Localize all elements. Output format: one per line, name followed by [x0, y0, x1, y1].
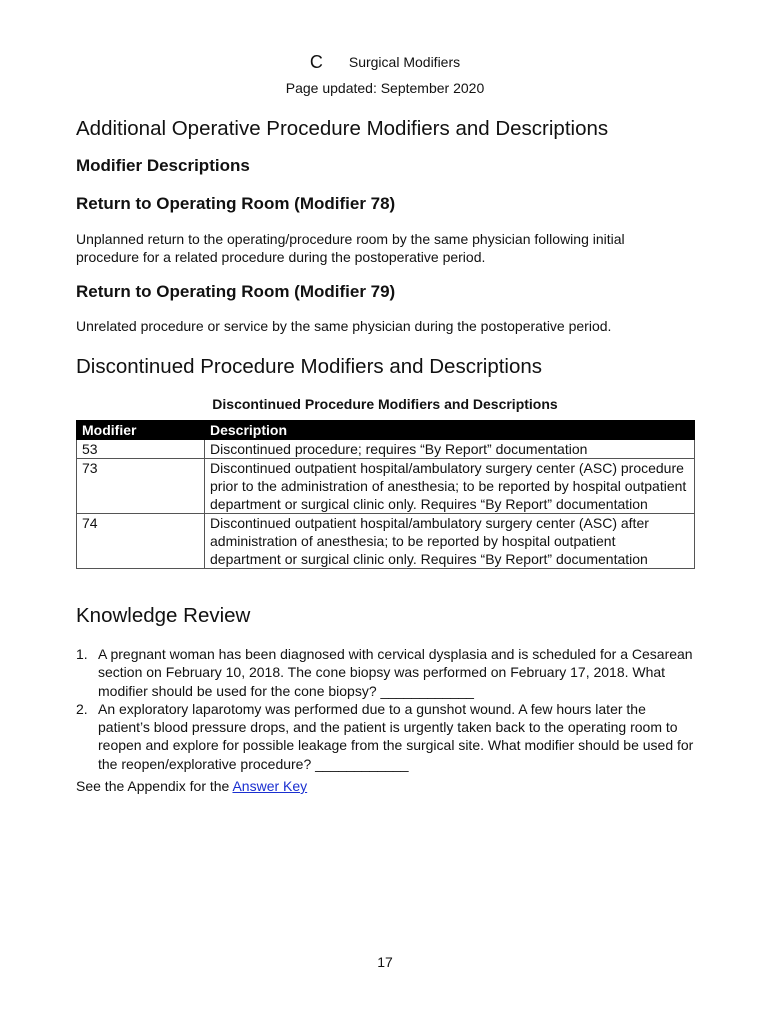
table-row — [77, 459, 695, 514]
subheading-modifier-descriptions: Modifier Descriptions — [76, 156, 250, 175]
column-header-description: Description — [205, 421, 695, 440]
question-number: 1. — [76, 646, 88, 662]
knowledge-review-questions — [76, 645, 696, 773]
table-caption: Discontinued Procedure Modifiers and Descriptions — [212, 396, 558, 412]
modifier-cell: 53 — [77, 440, 205, 459]
description-cell: Discontinued outpatient hospital/ambulatory surgery center (ASC) after administration of anesthesia; to be reported by hospital outpatient department or surgical clinic only. Requires “By Report” documentation — [205, 514, 695, 569]
modifier-cell: 73 — [77, 459, 205, 514]
table-header-row — [77, 421, 695, 440]
heading-modifier-78: Return to Operating Room (Modifier 78) — [76, 194, 396, 213]
table-row — [77, 440, 695, 459]
list-item — [76, 700, 696, 773]
question-text: A pregnant woman has been diagnosed with cervical dysplasia and is scheduled for a Cesarean section on February 10, 2018. The cone biopsy was performed on February 17, 2018. What modifier should be used for the cone biopsy? ____________ — [98, 646, 693, 699]
discontinued-modifiers-table — [76, 420, 695, 569]
appendix-letter: C — [309, 52, 323, 72]
text-modifier-78: Unplanned return to the operating/procedure room by the same physician following initial procedure for a related procedure during the postoperative period. — [76, 231, 625, 265]
description-cell: Discontinued procedure; requires “By Report” documentation — [205, 440, 695, 459]
list-item — [76, 645, 696, 700]
page-updated-date: Page updated: September 2020 — [285, 80, 485, 96]
question-text: An exploratory laparotomy was performed due to a gunshot wound. A few hours later the patient’s blood pressure drops, and the patient is urgently taken back to the operating room to reopen and explore for possible leakage from the surgical site. What modifier should be used for the reopen/explorative procedure? ____________ — [98, 700, 694, 772]
page-number: 17 — [377, 954, 393, 970]
modifier-cell: 74 — [77, 514, 205, 569]
section-heading-additional-modifiers: Additional Operative Procedure Modifiers and Descriptions — [76, 117, 609, 140]
description-cell: Discontinued outpatient hospital/ambulatory surgery center (ASC) procedure prior to the administration of anesthesia; to be reported by hospital outpatient department or surgical clinic only. Requires “By Report” documentation — [205, 459, 695, 514]
section-heading-knowledge-review: Knowledge Review — [76, 604, 251, 627]
header-title: Surgical Modifiers — [348, 54, 461, 70]
answer-key-prefix: See the Appendix for the — [76, 778, 230, 794]
table-row — [77, 514, 695, 569]
answer-key-link[interactable]: Answer Key — [232, 778, 308, 794]
text-modifier-79: Unrelated procedure or service by the same physician during the postoperative period. — [76, 318, 612, 334]
answer-key-line — [76, 778, 307, 794]
running-header — [0, 52, 770, 73]
section-heading-discontinued: Discontinued Procedure Modifiers and Descriptions — [76, 355, 543, 378]
heading-modifier-79: Return to Operating Room (Modifier 79) — [76, 282, 396, 301]
question-number: 2. — [76, 700, 88, 717]
column-header-modifier: Modifier — [77, 421, 205, 440]
